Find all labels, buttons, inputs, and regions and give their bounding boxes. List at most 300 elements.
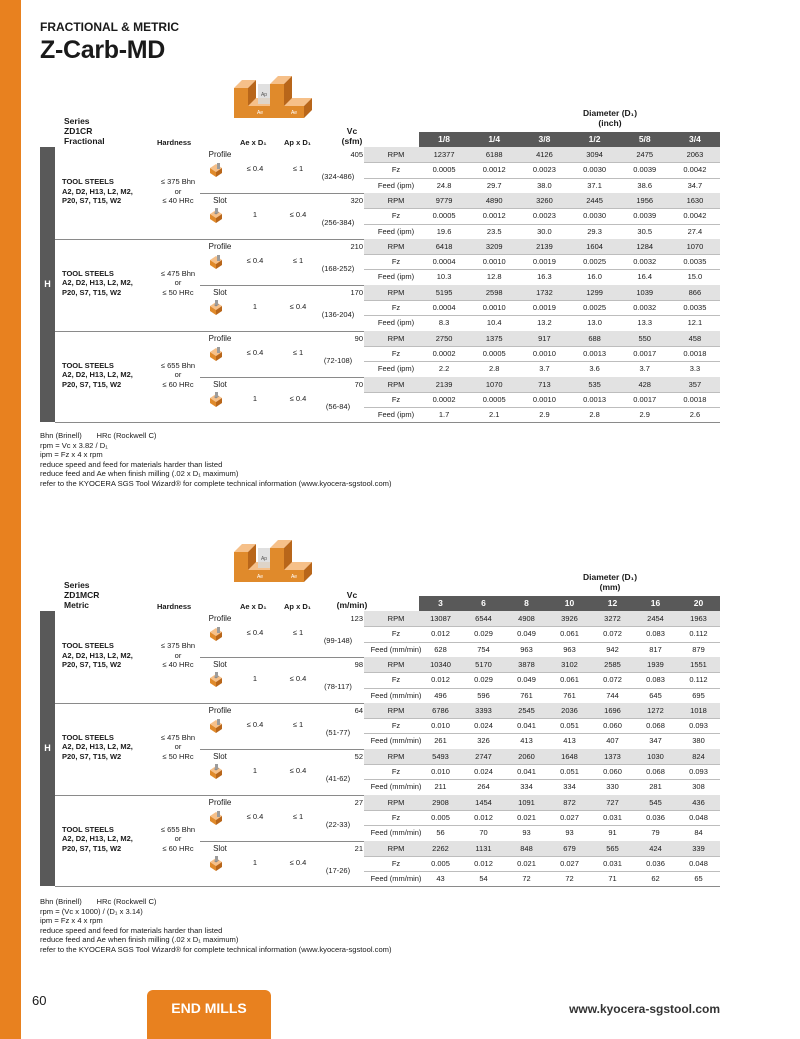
fz-cell: 0.0010	[482, 303, 506, 312]
rpm-cell: 3878	[518, 659, 535, 669]
row-type-rpm: RPM	[387, 150, 405, 159]
note-line: refer to the KYOCERA SGS Tool Wizard® for complete technical information (www.kyocera-sgstool.com)	[40, 944, 392, 954]
rpm-cell: 848	[520, 843, 533, 853]
rpm-cell: 545	[649, 797, 662, 807]
hardness-line: ≤ 475 Bhn	[160, 732, 196, 742]
material-line: A2, D2, H13, L2, M2,	[62, 370, 133, 380]
row-type-fz: Fz	[391, 721, 401, 731]
diameter-6: 16	[650, 598, 661, 608]
rpm-cell: 6786	[432, 705, 449, 715]
page-number: 60	[32, 993, 47, 1008]
note-line: reduce speed and feed for materials harder than listed	[40, 925, 223, 935]
row-type-feed: Feed (ipm)	[377, 180, 415, 190]
feed-cell: 744	[606, 690, 619, 700]
feed-cell: 963	[563, 644, 576, 654]
section-tab-label: END MILLS	[171, 1000, 247, 1016]
cut-mode-label: Profile	[208, 150, 232, 159]
fz-cell: 0.0002	[432, 394, 456, 404]
row-type-rpm: RPM	[387, 287, 405, 297]
rpm-cell: 12377	[433, 150, 455, 159]
fz-cell: 0.010	[431, 721, 450, 731]
fz-cell: 0.005	[431, 858, 450, 868]
feed-cell: 38.6	[637, 180, 653, 190]
ae-value: 1	[252, 393, 258, 403]
rpm-cell: 2262	[432, 843, 449, 853]
material-line: P20, S7, T15, W2	[62, 196, 122, 205]
feed-cell: 879	[692, 644, 705, 654]
rpm-cell: 3393	[475, 705, 492, 715]
rpm-cell: 824	[692, 751, 705, 761]
rpm-cell: 4126	[536, 150, 553, 159]
row-type-fz: Fz	[391, 812, 401, 822]
rpm-cell: 3102	[561, 659, 578, 669]
feed-cell: 334	[563, 782, 576, 792]
feed-cell: 10.4	[486, 318, 502, 328]
vc-range: (168-252)	[321, 263, 355, 273]
rpm-cell: 2060	[518, 751, 535, 761]
fz-cell: 0.0012	[482, 165, 506, 175]
rpm-cell: 1373	[604, 751, 621, 761]
note-line: Bhn (Brinell) HRc (Rockwell C)	[40, 897, 157, 906]
hardness-line: ≤ 40 HRc	[162, 196, 194, 205]
fz-cell: 0.0010	[532, 394, 556, 404]
rpm-cell: 550	[638, 333, 651, 343]
fz-cell: 0.0010	[532, 348, 556, 358]
rpm-cell: 3260	[536, 195, 553, 205]
fz-cell: 0.0032	[633, 303, 657, 312]
feed-cell: 695	[692, 690, 705, 700]
material-class-label: H	[44, 742, 51, 753]
rpm-cell: 1630	[686, 195, 704, 205]
fz-cell: 0.0019	[532, 257, 556, 267]
fz-cell: 0.0005	[432, 165, 456, 175]
feed-cell: 84	[694, 828, 703, 838]
rpm-cell: 3209	[485, 241, 503, 251]
ae-value: ≤ 0.4	[246, 347, 264, 357]
series-label: Series	[64, 116, 90, 126]
feed-cell: 27.4	[687, 226, 703, 236]
row-type-feed: Feed (mm/min)	[370, 828, 422, 838]
feed-cell: 23.5	[486, 226, 502, 236]
feed-cell: 264	[477, 782, 490, 792]
row-type-feed: Feed (ipm)	[377, 318, 415, 328]
row-type-rpm: RPM	[387, 614, 405, 623]
diameter-unit: (inch)	[598, 118, 622, 128]
cut-mode-label: Slot	[213, 287, 227, 297]
row-type-fz: Fz	[391, 257, 401, 267]
fz-cell: 0.068	[646, 721, 665, 731]
ae-value: 1	[252, 765, 258, 775]
fz-cell: 0.036	[646, 812, 665, 822]
vc-range: (136-204)	[321, 309, 355, 319]
material-line: TOOL STEELS	[62, 268, 114, 278]
feed-cell: 30.0	[537, 226, 552, 236]
material-line: P20, S7, T15, W2	[62, 379, 122, 389]
category-heading: FRACTIONAL & METRIC	[40, 20, 180, 34]
feed-cell: 2.2	[438, 364, 450, 374]
cut-mode-label: Profile	[208, 705, 232, 715]
row-type-feed: Feed (mm/min)	[370, 690, 422, 700]
svg-text:Ae: Ae	[256, 110, 264, 116]
row-type-feed: Feed (ipm)	[377, 272, 415, 282]
feed-cell: 16.3	[537, 272, 552, 282]
hardness-line: or	[174, 186, 182, 196]
rpm-cell: 3926	[561, 614, 578, 623]
fz-cell: 0.021	[517, 858, 536, 868]
ap-value: ≤ 1	[292, 164, 304, 173]
rpm-cell: 1551	[690, 659, 707, 669]
fz-cell: 0.048	[689, 812, 708, 822]
fz-cell: 0.012	[474, 812, 493, 822]
hardness-line: ≤ 50 HRc	[162, 751, 194, 761]
fz-cell: 0.049	[517, 629, 536, 639]
ae-value: ≤ 0.4	[246, 255, 264, 265]
feed-cell: 15.0	[687, 272, 703, 282]
cut-mode-label: Slot	[213, 195, 227, 205]
feed-cell: 308	[692, 782, 705, 792]
fz-cell: 0.0017	[633, 348, 657, 358]
feed-cell: 56	[436, 828, 445, 838]
rpm-cell: 1956	[636, 195, 654, 205]
rpm-cell: 2747	[475, 751, 492, 761]
section-tab	[147, 990, 271, 1039]
vc-range: (17-26)	[325, 865, 351, 875]
row-type-feed: Feed (mm/min)	[370, 736, 422, 746]
feed-cell: 1.7	[438, 410, 450, 420]
vc-header: Vc	[346, 590, 358, 600]
diameter-7: 20	[693, 598, 704, 608]
ae-value: ≤ 0.4	[246, 628, 264, 637]
rpm-cell: 1091	[518, 797, 535, 807]
ap-value: ≤ 0.4	[289, 673, 307, 683]
material-line: A2, D2, H13, L2, M2,	[62, 278, 133, 288]
material-line: P20, S7, T15, W2	[62, 287, 122, 297]
fz-cell: 0.0005	[482, 348, 506, 358]
vc-value: 98	[354, 659, 363, 669]
material-line: A2, D2, H13, L2, M2,	[62, 834, 133, 844]
hardness-line: or	[174, 834, 182, 844]
hardness-line: ≤ 40 HRc	[162, 660, 194, 669]
diameter-3: 8	[524, 598, 529, 608]
fz-cell: 0.031	[603, 812, 622, 822]
fz-cell: 0.0025	[583, 257, 607, 267]
fz-cell: 0.0004	[432, 257, 456, 267]
fz-cell: 0.0010	[482, 257, 506, 267]
hardness-line: ≤ 60 HRc	[162, 379, 194, 389]
material-line: A2, D2, H13, L2, M2,	[62, 650, 133, 660]
diameter-5: 12	[607, 598, 618, 608]
vc-value: 64	[354, 705, 363, 715]
feed-cell: 65	[694, 874, 703, 884]
profile-cut-icon	[208, 626, 224, 642]
vc-range: (56-84)	[325, 401, 351, 411]
hardness-line: or	[174, 278, 182, 288]
rpm-cell: 2750	[435, 333, 453, 343]
cut-mode-label: Profile	[208, 614, 232, 623]
hardness-line: ≤ 655 Bhn	[160, 360, 196, 370]
feed-cell: 380	[692, 736, 705, 746]
rpm-cell: 1030	[647, 751, 664, 761]
fz-cell: 0.0013	[583, 394, 607, 404]
row-type-fz: Fz	[391, 629, 401, 639]
row-type-feed: Feed (mm/min)	[370, 874, 422, 884]
material-line: TOOL STEELS	[62, 177, 114, 186]
feed-cell: 93	[522, 828, 531, 838]
ap-value: ≤ 1	[292, 811, 304, 821]
material-line: TOOL STEELS	[62, 732, 114, 742]
rpm-cell: 565	[606, 843, 619, 853]
feed-cell: 963	[520, 644, 533, 654]
fz-cell: 0.112	[689, 629, 708, 639]
feed-cell: 13.0	[587, 318, 602, 328]
row-type-fz: Fz	[391, 303, 401, 312]
rpm-cell: 1696	[604, 705, 621, 715]
rpm-cell: 535	[588, 379, 601, 389]
fractional-notes	[40, 431, 392, 489]
series-type: Metric	[64, 600, 90, 610]
fz-cell: 0.024	[474, 721, 493, 731]
rpm-cell: 6544	[475, 614, 492, 623]
rpm-cell: 2036	[561, 705, 578, 715]
fz-cell: 0.031	[603, 858, 622, 868]
fz-cell: 0.041	[517, 767, 536, 776]
feed-cell: 761	[520, 690, 533, 700]
diameter-4: 10	[564, 598, 575, 608]
feed-cell: 413	[563, 736, 576, 746]
feed-cell: 330	[606, 782, 619, 792]
rpm-cell: 1018	[690, 705, 707, 715]
diameter-1: 3	[438, 598, 443, 608]
feed-cell: 261	[434, 736, 447, 746]
vc-value: 70	[354, 379, 363, 389]
fz-cell: 0.012	[431, 629, 450, 639]
ap-value: ≤ 1	[292, 719, 304, 729]
rpm-cell: 9779	[435, 195, 453, 205]
rpm-cell: 713	[538, 379, 551, 389]
note-line: Bhn (Brinell) HRc (Rockwell C)	[40, 431, 157, 440]
hardness-line: ≤ 475 Bhn	[160, 268, 196, 278]
vc-value: 90	[354, 333, 363, 343]
series-type: Fractional	[64, 136, 105, 146]
material-line: TOOL STEELS	[62, 641, 114, 650]
rpm-cell: 1732	[536, 287, 553, 297]
ae-value: 1	[252, 857, 258, 867]
row-type-rpm: RPM	[387, 333, 405, 343]
vc-range: (99-148)	[323, 636, 353, 645]
feed-cell: 12.8	[486, 272, 502, 282]
diameter-6: 3/4	[688, 134, 701, 144]
fz-cell: 0.0019	[532, 303, 556, 312]
ae-header: Ae x D₁	[240, 138, 267, 147]
cut-mode-label: Profile	[208, 333, 232, 343]
feed-cell: 16.4	[637, 272, 653, 282]
rpm-cell: 866	[688, 287, 702, 297]
hardness-header: Hardness	[157, 138, 192, 147]
feed-cell: 72	[522, 874, 531, 884]
feed-cell: 281	[649, 782, 662, 792]
rpm-cell: 2545	[518, 705, 535, 715]
row-type-feed: Feed (mm/min)	[370, 644, 422, 654]
svg-text:Ap: Ap	[260, 556, 268, 562]
fz-cell: 0.0004	[432, 303, 456, 312]
fz-cell: 0.0017	[633, 394, 657, 404]
rpm-cell: 3272	[604, 614, 621, 623]
feed-cell: 8.3	[438, 318, 450, 328]
fz-cell: 0.029	[474, 675, 493, 685]
table-bottom-line	[55, 422, 720, 423]
feed-cell: 596	[477, 690, 490, 700]
fz-cell: 0.0005	[432, 211, 456, 221]
feed-cell: 3.7	[639, 364, 650, 374]
ap-value: ≤ 0.4	[289, 301, 307, 311]
rpm-cell: 2585	[604, 659, 621, 669]
hardness-header: Hardness	[157, 602, 192, 611]
fz-cell: 0.068	[646, 767, 665, 776]
slot-cut-icon	[208, 764, 224, 780]
vc-range: (41-62)	[325, 773, 351, 783]
fz-cell: 0.021	[517, 812, 536, 822]
row-type-rpm: RPM	[387, 705, 405, 715]
fz-cell: 0.0035	[683, 303, 707, 312]
feed-cell: 3.7	[539, 364, 550, 374]
ap-header: Ap x D₁	[284, 138, 311, 147]
vc-value: 52	[354, 751, 363, 761]
fz-cell: 0.0025	[583, 303, 607, 312]
ap-value: ≤ 1	[292, 347, 304, 357]
series-label: Series	[64, 580, 90, 590]
rpm-cell: 1939	[647, 659, 664, 669]
rpm-cell: 679	[563, 843, 576, 853]
fz-cell: 0.0018	[683, 394, 707, 404]
svg-text:Ae: Ae	[290, 574, 298, 580]
rpm-cell: 2063	[686, 150, 704, 159]
vc-value: 21	[354, 843, 363, 853]
hardness-line: or	[174, 742, 182, 752]
hardness-line: or	[174, 370, 182, 380]
slot-cut-icon	[208, 300, 224, 316]
feed-cell: 2.1	[489, 410, 500, 420]
profile-cut-icon	[208, 346, 224, 362]
row-type-rpm: RPM	[387, 659, 405, 669]
svg-text:Ap: Ap	[260, 92, 268, 98]
fz-cell: 0.0005	[482, 394, 506, 404]
row-type-rpm: RPM	[387, 241, 405, 251]
diameter-2: 1/4	[488, 134, 501, 144]
feed-cell: 16.0	[587, 272, 602, 282]
feed-cell: 13.2	[537, 318, 552, 328]
rpm-cell: 4908	[518, 614, 535, 623]
rpm-cell: 1272	[647, 705, 664, 715]
fz-cell: 0.072	[603, 629, 622, 639]
feed-cell: 12.1	[687, 318, 703, 328]
rpm-cell: 10340	[430, 659, 451, 669]
row-type-fz: Fz	[391, 348, 401, 358]
slot-cut-icon	[208, 672, 224, 688]
rpm-cell: 428	[638, 379, 651, 389]
fz-cell: 0.036	[646, 858, 665, 868]
fz-cell: 0.029	[474, 629, 493, 639]
ap-value: ≤ 0.4	[289, 857, 307, 867]
feed-cell: 628	[434, 644, 447, 654]
vc-value: 405	[350, 150, 363, 159]
fz-cell: 0.060	[603, 721, 622, 731]
row-type-fz: Fz	[391, 394, 401, 404]
fz-cell: 0.072	[603, 675, 622, 685]
rpm-cell: 1299	[586, 287, 603, 297]
hardness-line: ≤ 50 HRc	[162, 287, 194, 297]
note-line: reduce feed and Ae when finish milling (.02 x D₁ maximum)	[40, 935, 239, 945]
rpm-cell: 2139	[435, 379, 453, 389]
fz-cell: 0.012	[474, 858, 493, 868]
rpm-cell: 2139	[536, 241, 553, 251]
hardness-line: ≤ 375 Bhn	[160, 177, 196, 186]
feed-cell: 413	[520, 736, 533, 746]
feed-cell: 645	[649, 690, 662, 700]
fz-cell: 0.027	[560, 858, 579, 868]
fz-cell: 0.083	[646, 675, 665, 685]
slot-cut-icon	[208, 392, 224, 408]
material-line: TOOL STEELS	[62, 360, 114, 370]
rpm-cell: 2598	[485, 287, 503, 297]
fz-cell: 0.0042	[683, 165, 707, 175]
fz-cell: 0.024	[474, 767, 493, 776]
fz-cell: 0.0030	[583, 165, 607, 175]
cut-mode-label: Slot	[213, 843, 227, 853]
vc-value: 170	[350, 287, 363, 297]
vc-range: (78-117)	[324, 681, 352, 691]
vc-value: 123	[350, 614, 363, 623]
profile-cut-icon	[208, 810, 224, 826]
fz-cell: 0.061	[560, 675, 579, 685]
vc-value: 27	[354, 797, 363, 807]
cutting-diagram-icon	[230, 540, 320, 586]
ap-value: ≤ 0.4	[289, 765, 307, 775]
profile-cut-icon	[208, 162, 224, 178]
feed-cell: 19.6	[436, 226, 452, 236]
diameter-header-bar	[419, 132, 720, 147]
feed-cell: 93	[565, 828, 574, 838]
hardness-line: or	[174, 650, 182, 660]
fz-cell: 0.049	[517, 675, 536, 685]
rpm-cell: 1454	[475, 797, 492, 807]
fz-cell: 0.060	[603, 767, 622, 776]
feed-cell: 2.9	[639, 410, 650, 420]
material-line: P20, S7, T15, W2	[62, 843, 122, 853]
diameter-header: Diameter (D₁)	[582, 108, 638, 118]
diameter-header: Diameter (D₁)	[582, 572, 638, 582]
note-line: ipm = Fz x 4 x rpm	[40, 916, 103, 926]
metric-notes	[40, 897, 392, 955]
rpm-cell: 339	[692, 843, 705, 853]
fz-cell: 0.027	[560, 812, 579, 822]
feed-cell: 29.7	[486, 180, 502, 190]
fz-cell: 0.0023	[532, 211, 556, 221]
fz-cell: 0.0039	[633, 211, 657, 221]
rpm-cell: 357	[688, 379, 702, 389]
ap-header: Ap x D₁	[284, 602, 311, 611]
feed-cell: 71	[608, 874, 617, 884]
row-type-feed: Feed (mm/min)	[370, 782, 422, 792]
feed-cell: 817	[649, 644, 662, 654]
feed-cell: 761	[563, 690, 576, 700]
rpm-cell: 872	[563, 797, 576, 807]
rpm-cell: 5493	[432, 751, 449, 761]
diameter-2: 6	[481, 598, 486, 608]
feed-cell: 30.5	[637, 226, 653, 236]
row-type-fz: Fz	[391, 165, 401, 175]
ae-value: 1	[252, 301, 258, 311]
cut-mode-label: Slot	[213, 659, 227, 669]
